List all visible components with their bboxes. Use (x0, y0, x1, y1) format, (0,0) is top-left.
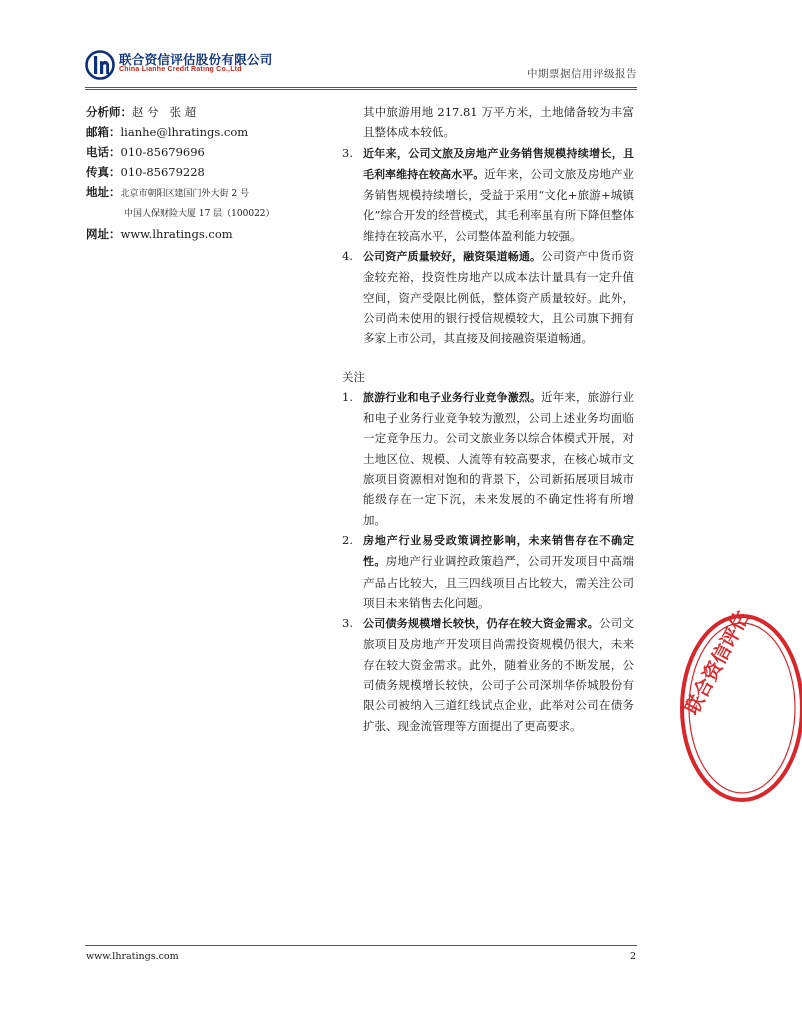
fax-row (86, 162, 331, 182)
header-rule (85, 87, 637, 88)
analyst-label: 分析师： (86, 105, 132, 119)
item-number: 2. (342, 532, 353, 547)
analyst-row (86, 102, 331, 122)
item-text: 房地产行业调控政策趋严，公司开发项目中高端产品占比较大，且三四线项目占比较大，需关注公司项目未来销售去化问题。 (363, 554, 635, 610)
item-text: 近年来，公司文旅及房地产业务销售规模持续增长，受益于采用“文化+旅游+城镇化”综合开发的经营模式，其毛利率虽有所下降但整体维持在较高水平，公司整体盈利能力较强。 (363, 166, 635, 243)
address-line-2: 中国人保财险大厦 17 层（100022） (124, 209, 275, 219)
item-number: 3. (342, 145, 353, 160)
report-type-title: 中期票据信用评级报告 (527, 68, 637, 80)
phone-row (86, 142, 331, 162)
concerns-heading: 关注 (342, 369, 365, 384)
company-seal-stamp (672, 608, 802, 808)
item-number: 4. (342, 249, 353, 264)
company-name-cn: 联合资信评估股份有限公司 (119, 52, 273, 67)
item-heading: 公司债务规模增长较快，仍存在较大资金需求。 (363, 617, 600, 631)
strength-item-4 (342, 246, 634, 348)
fax-label: 传真： (86, 165, 121, 179)
item-text: 近年来，旅游行业和电子业务行业竞争较为激烈，公司上述业务均面临一定竞争压力。公司文旅业务以综合体模式开展，对土地区位、规模、人流等有较高要求，在核心城市文旅项目资源相对饱和的背景下，公司新拓展项目城市能级存在一定下沉，未来发展的不确定性将有所增加。 (363, 389, 635, 527)
continuation-paragraph: 其中旅游用地 217.81 万平方米，土地储备较为丰富且整体成本较低。 (363, 105, 634, 140)
website-label: 网址： (86, 227, 121, 241)
item-number: 1. (342, 389, 353, 404)
address-label: 地址： (86, 185, 121, 199)
item-number: 3. (342, 616, 353, 631)
analyst-names: 赵 兮 张 超 (132, 105, 197, 119)
email-link[interactable]: lianhe@lhratings.com (120, 125, 249, 139)
item-text: 公司资产中货币资金较充裕，投资性房地产以成本法计量具有一定升值空间，资产受限比例低，整体资产质量较好。此外，公司尚未使用的银行授信规模较大，且公司旗下拥有多家上市公司，其直接及间接融资渠道畅通。 (363, 249, 635, 346)
concern-item-1 (342, 387, 634, 530)
concern-item-2 (342, 530, 634, 613)
address-row (86, 182, 331, 204)
svg-text:联合资信评估: 联合资信评估 (680, 607, 754, 719)
website-row (86, 224, 331, 244)
contact-info (86, 102, 331, 244)
fax-number: 010-85679228 (120, 165, 205, 179)
address-line-1: 北京市朝阳区建国门外大街 2 号 (120, 189, 249, 199)
website-link[interactable]: www.lhratings.com (120, 227, 233, 241)
strength-item-3 (342, 143, 634, 246)
email-label: 邮箱： (86, 125, 121, 139)
item-heading: 近年来，公司文旅及房地产业务销售规模持续增长，且毛利率维持在较高水平。 (363, 146, 634, 181)
item-text: 公司文旅项目及房地产开发项目尚需投资规模仍很大，未来存在较大资金需求。此外，随着业务的不断发展，公司债务规模增长较快，公司子公司深圳华侨城股份有限公司被纳入三道红线试点企业，此举对公司在债务扩张、现金流管理等方面提出了更高要求。 (363, 616, 635, 733)
footer-website[interactable]: www.lhratings.com (86, 951, 179, 962)
header-rule-thin (85, 89, 637, 90)
page-number: 2 (629, 951, 636, 962)
phone-label: 电话： (86, 145, 121, 159)
page-header (85, 46, 637, 86)
rating-points-column (342, 102, 634, 736)
company-name-en: China Lianhe Credit Rating Co.,Ltd (119, 66, 242, 73)
item-heading: 旅游行业和电子业务行业竞争激烈。 (363, 390, 542, 404)
footer-rule (85, 945, 637, 946)
item-heading: 房地产行业易受政策调控影响，未来销售存在不确定性。 (363, 533, 634, 569)
concern-item-3 (342, 613, 634, 736)
item-heading: 公司资产质量较好，融资渠道畅通。 (363, 250, 542, 264)
lianhe-logo-icon (85, 50, 115, 80)
phone-number: 010-85679696 (120, 145, 205, 159)
email-row (86, 122, 331, 142)
